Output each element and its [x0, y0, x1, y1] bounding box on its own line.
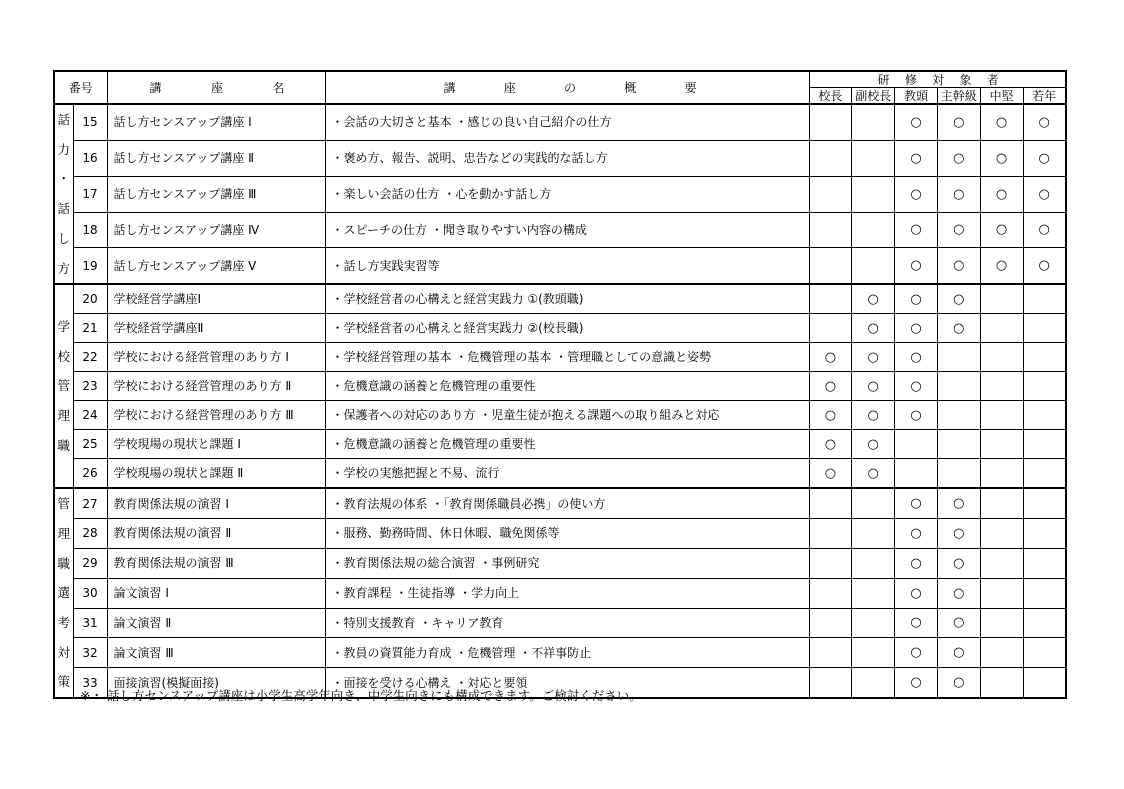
- category-char: 管: [57, 496, 70, 512]
- target-mark-principal: [809, 519, 852, 549]
- target-mark-vice-principal: ○: [852, 372, 895, 401]
- target-mark-mid-career: [980, 401, 1023, 430]
- course-summary: ・特別支援教育 ・キャリア教育: [325, 608, 809, 638]
- target-mark-young: [1023, 343, 1066, 372]
- target-mark-chief: ○: [937, 668, 980, 698]
- category-char: 話: [57, 201, 70, 217]
- course-number: 23: [73, 372, 107, 401]
- target-mark-principal: [809, 248, 852, 284]
- course-name: 学校経営学講座Ⅱ: [107, 314, 325, 343]
- target-mark-head-teacher: ○: [895, 488, 938, 518]
- course-name: 話し方センスアップ講座 Ⅲ: [107, 176, 325, 212]
- header-target-young: 若年: [1023, 88, 1066, 105]
- table-row: [54, 578, 1066, 608]
- target-mark-mid-career: ○: [980, 212, 1023, 248]
- header-row-top: [54, 71, 1066, 88]
- target-mark-mid-career: ○: [980, 104, 1023, 140]
- course-summary: ・教育法規の体系 ・「教育関係職員必携」の使い方: [325, 488, 809, 518]
- target-mark-young: ○: [1023, 176, 1066, 212]
- table-row: [54, 488, 1066, 518]
- category-char: 策: [57, 674, 70, 690]
- target-mark-head-teacher: [895, 430, 938, 459]
- target-mark-young: [1023, 401, 1066, 430]
- target-mark-head-teacher: [895, 459, 938, 489]
- target-mark-chief: ○: [937, 638, 980, 668]
- course-name: 論文演習 Ⅱ: [107, 608, 325, 638]
- category-char: 対: [57, 644, 70, 660]
- target-mark-chief: ○: [937, 488, 980, 518]
- course-number: 15: [73, 104, 107, 140]
- table-row: [54, 638, 1066, 668]
- course-summary: ・教員の資質能力育成 ・危機管理 ・不祥事防止: [325, 638, 809, 668]
- course-name: 学校における経営管理のあり方 Ⅱ: [107, 372, 325, 401]
- table-row: [54, 314, 1066, 343]
- target-mark-head-teacher: ○: [895, 668, 938, 698]
- course-number: 21: [73, 314, 107, 343]
- header-target-mid-career: 中堅: [980, 88, 1023, 105]
- target-mark-head-teacher: ○: [895, 372, 938, 401]
- target-mark-vice-principal: [852, 140, 895, 176]
- category-char: 考: [57, 615, 70, 631]
- target-mark-young: [1023, 430, 1066, 459]
- target-mark-head-teacher: ○: [895, 638, 938, 668]
- target-mark-vice-principal: [852, 548, 895, 578]
- target-mark-vice-principal: [852, 519, 895, 549]
- target-mark-chief: ○: [937, 578, 980, 608]
- target-mark-young: [1023, 314, 1066, 343]
- category-char: 選: [57, 585, 70, 601]
- course-summary: ・会話の大切さと基本 ・感じの良い自己紹介の仕方: [325, 104, 809, 140]
- target-mark-mid-career: [980, 488, 1023, 518]
- table-row: [54, 401, 1066, 430]
- target-mark-chief: ○: [937, 104, 980, 140]
- target-mark-young: [1023, 488, 1066, 518]
- table-row: [54, 430, 1066, 459]
- header-number: 番号: [54, 71, 107, 104]
- course-summary: ・面接を受ける心構え ・対応と要領: [325, 668, 809, 698]
- target-mark-principal: [809, 488, 852, 518]
- course-name: 話し方センスアップ講座 Ⅰ: [107, 104, 325, 140]
- target-mark-principal: ○: [809, 459, 852, 489]
- course-number: 16: [73, 140, 107, 176]
- target-mark-chief: ○: [937, 284, 980, 314]
- table-row: [54, 343, 1066, 372]
- target-mark-mid-career: ○: [980, 140, 1023, 176]
- target-mark-head-teacher: ○: [895, 248, 938, 284]
- course-summary: ・学校の実態把握と不易、流行: [325, 459, 809, 489]
- course-summary: ・話し方実践実習等: [325, 248, 809, 284]
- course-summary: ・危機意識の涵養と危機管理の重要性: [325, 372, 809, 401]
- course-name: 学校現場の現状と課題 Ⅱ: [107, 459, 325, 489]
- category-label: [54, 284, 73, 488]
- course-number: 19: [73, 248, 107, 284]
- course-number: 20: [73, 284, 107, 314]
- target-mark-chief: ○: [937, 248, 980, 284]
- target-mark-principal: [809, 548, 852, 578]
- target-mark-principal: [809, 314, 852, 343]
- course-number: 33: [73, 668, 107, 698]
- course-summary: ・スピーチの仕方 ・聞き取りやすい内容の構成: [325, 212, 809, 248]
- course-name: 教育関係法規の演習 Ⅰ: [107, 488, 325, 518]
- target-mark-young: [1023, 372, 1066, 401]
- header-target-head-teacher: 教頭: [895, 88, 938, 105]
- target-mark-young: [1023, 519, 1066, 549]
- target-mark-mid-career: [980, 608, 1023, 638]
- table-row: [54, 548, 1066, 578]
- course-number: 32: [73, 638, 107, 668]
- table-row: [54, 212, 1066, 248]
- category-label: [54, 488, 73, 698]
- target-mark-vice-principal: [852, 176, 895, 212]
- header-summary: 講 座 の 概 要: [325, 71, 809, 104]
- target-mark-mid-career: ○: [980, 176, 1023, 212]
- target-mark-young: [1023, 459, 1066, 489]
- target-mark-vice-principal: [852, 104, 895, 140]
- target-mark-head-teacher: ○: [895, 140, 938, 176]
- target-mark-principal: [809, 212, 852, 248]
- target-mark-principal: ○: [809, 401, 852, 430]
- header-target-title: 研 修 対 象 者: [809, 71, 1066, 88]
- target-mark-mid-career: [980, 314, 1023, 343]
- table-row: [54, 284, 1066, 314]
- course-summary: ・褒め方、報告、説明、忠告などの実践的な話し方: [325, 140, 809, 176]
- target-mark-vice-principal: ○: [852, 430, 895, 459]
- target-mark-chief: ○: [937, 548, 980, 578]
- course-name: 学校における経営管理のあり方 Ⅲ: [107, 401, 325, 430]
- target-mark-young: ○: [1023, 212, 1066, 248]
- course-name: 教育関係法規の演習 Ⅱ: [107, 519, 325, 549]
- category-char: 理: [57, 408, 70, 424]
- course-summary: ・学校経営管理の基本 ・危機管理の基本 ・管理職としての意識と姿勢: [325, 343, 809, 372]
- category-char: 職: [57, 555, 70, 571]
- target-mark-mid-career: [980, 548, 1023, 578]
- course-number: 25: [73, 430, 107, 459]
- target-mark-mid-career: [980, 578, 1023, 608]
- target-mark-principal: [809, 668, 852, 698]
- course-table: [53, 70, 1067, 699]
- table-row: [54, 519, 1066, 549]
- course-number: 22: [73, 343, 107, 372]
- target-mark-chief: [937, 401, 980, 430]
- target-mark-chief: [937, 459, 980, 489]
- course-summary: ・保護者への対応のあり方 ・児童生徒が抱える課題への取り組みと対応: [325, 401, 809, 430]
- target-mark-mid-career: [980, 459, 1023, 489]
- category-char: 力: [57, 141, 70, 157]
- target-mark-vice-principal: ○: [852, 314, 895, 343]
- target-mark-principal: ○: [809, 430, 852, 459]
- target-mark-head-teacher: ○: [895, 519, 938, 549]
- target-mark-head-teacher: ○: [895, 401, 938, 430]
- category-char: 理: [57, 525, 70, 541]
- course-number: 27: [73, 488, 107, 518]
- course-summary: ・学校経営者の心構えと経営実践力 ①(教頭職): [325, 284, 809, 314]
- table-row: [54, 608, 1066, 638]
- target-mark-vice-principal: [852, 248, 895, 284]
- target-mark-mid-career: ○: [980, 248, 1023, 284]
- target-mark-chief: [937, 430, 980, 459]
- course-name: 学校における経営管理のあり方 Ⅰ: [107, 343, 325, 372]
- target-mark-vice-principal: [852, 578, 895, 608]
- target-mark-principal: ○: [809, 372, 852, 401]
- course-name: 話し方センスアップ講座 Ⅱ: [107, 140, 325, 176]
- target-mark-chief: [937, 343, 980, 372]
- target-mark-young: [1023, 578, 1066, 608]
- table-row: [54, 176, 1066, 212]
- target-mark-principal: [809, 608, 852, 638]
- course-table-sheet: [53, 70, 1065, 699]
- target-mark-mid-career: [980, 668, 1023, 698]
- target-mark-head-teacher: ○: [895, 176, 938, 212]
- target-mark-young: [1023, 638, 1066, 668]
- course-number: 29: [73, 548, 107, 578]
- course-number: 18: [73, 212, 107, 248]
- category-char: 学: [57, 318, 70, 334]
- header-target-principal: 校長: [809, 88, 852, 105]
- target-mark-principal: [809, 284, 852, 314]
- target-mark-principal: [809, 176, 852, 212]
- category-char: し: [57, 230, 70, 246]
- category-char: ・: [57, 171, 70, 187]
- course-name: 論文演習 Ⅲ: [107, 638, 325, 668]
- table-body: [54, 104, 1066, 698]
- target-mark-chief: ○: [937, 140, 980, 176]
- target-mark-chief: ○: [937, 176, 980, 212]
- target-mark-vice-principal: [852, 638, 895, 668]
- course-name: 教育関係法規の演習 Ⅲ: [107, 548, 325, 578]
- target-mark-young: [1023, 608, 1066, 638]
- course-summary: ・教育関係法規の総合演習 ・事例研究: [325, 548, 809, 578]
- course-summary: ・危機意識の涵養と危機管理の重要性: [325, 430, 809, 459]
- table-row: [54, 459, 1066, 489]
- course-name: 面接演習(模擬面接): [107, 668, 325, 698]
- target-mark-young: ○: [1023, 248, 1066, 284]
- target-mark-head-teacher: ○: [895, 212, 938, 248]
- target-mark-young: ○: [1023, 104, 1066, 140]
- target-mark-young: [1023, 284, 1066, 314]
- target-mark-head-teacher: ○: [895, 548, 938, 578]
- target-mark-chief: ○: [937, 519, 980, 549]
- target-mark-mid-career: [980, 430, 1023, 459]
- table-row: [54, 140, 1066, 176]
- target-mark-young: ○: [1023, 140, 1066, 176]
- target-mark-chief: ○: [937, 608, 980, 638]
- target-mark-head-teacher: ○: [895, 578, 938, 608]
- course-summary: ・楽しい会話の仕方 ・心を動かす話し方: [325, 176, 809, 212]
- course-name: 論文演習 Ⅰ: [107, 578, 325, 608]
- target-mark-mid-career: [980, 519, 1023, 549]
- header-target-vice-principal: 副校長: [852, 88, 895, 105]
- course-number: 28: [73, 519, 107, 549]
- header-target-chief: 主幹級: [937, 88, 980, 105]
- course-number: 26: [73, 459, 107, 489]
- category-label: [54, 104, 73, 284]
- target-mark-head-teacher: ○: [895, 314, 938, 343]
- target-mark-mid-career: [980, 343, 1023, 372]
- category-char: 管: [57, 378, 70, 394]
- target-mark-young: [1023, 668, 1066, 698]
- course-summary: ・教育課程 ・生徒指導 ・学力向上: [325, 578, 809, 608]
- target-mark-mid-career: [980, 372, 1023, 401]
- target-mark-head-teacher: ○: [895, 608, 938, 638]
- target-mark-principal: ○: [809, 343, 852, 372]
- target-mark-chief: ○: [937, 212, 980, 248]
- footnote: ※・ 話し方センスアップ講座は小学生高学年向き、中学生向きにも構成できます。ご検討ください。: [80, 688, 642, 703]
- table-row: [54, 248, 1066, 284]
- target-mark-chief: [937, 372, 980, 401]
- course-number: 17: [73, 176, 107, 212]
- course-summary: ・学校経営者の心構えと経営実践力 ②(校長職): [325, 314, 809, 343]
- course-name: 学校現場の現状と課題 Ⅰ: [107, 430, 325, 459]
- course-number: 31: [73, 608, 107, 638]
- course-number: 24: [73, 401, 107, 430]
- target-mark-young: [1023, 548, 1066, 578]
- course-number: 30: [73, 578, 107, 608]
- table-row: [54, 372, 1066, 401]
- target-mark-vice-principal: [852, 608, 895, 638]
- category-char: 職: [57, 437, 70, 453]
- target-mark-vice-principal: ○: [852, 459, 895, 489]
- target-mark-head-teacher: ○: [895, 104, 938, 140]
- course-name: 話し方センスアップ講座 Ⅴ: [107, 248, 325, 284]
- target-mark-head-teacher: ○: [895, 343, 938, 372]
- course-name: 話し方センスアップ講座 Ⅳ: [107, 212, 325, 248]
- course-name: 学校経営学講座Ⅰ: [107, 284, 325, 314]
- course-summary: ・服務、勤務時間、休日休暇、職免関係等: [325, 519, 809, 549]
- target-mark-vice-principal: ○: [852, 343, 895, 372]
- target-mark-mid-career: [980, 638, 1023, 668]
- target-mark-vice-principal: [852, 212, 895, 248]
- category-char: 話: [57, 112, 70, 127]
- target-mark-vice-principal: ○: [852, 284, 895, 314]
- target-mark-vice-principal: [852, 488, 895, 518]
- category-char: 校: [57, 348, 70, 364]
- target-mark-principal: [809, 578, 852, 608]
- category-char: 方: [57, 260, 70, 276]
- target-mark-head-teacher: ○: [895, 284, 938, 314]
- target-mark-principal: [809, 638, 852, 668]
- target-mark-principal: [809, 140, 852, 176]
- header-course-name: 講 座 名: [107, 71, 325, 104]
- table-row: [54, 104, 1066, 140]
- target-mark-vice-principal: ○: [852, 401, 895, 430]
- target-mark-vice-principal: [852, 668, 895, 698]
- target-mark-chief: ○: [937, 314, 980, 343]
- target-mark-mid-career: [980, 284, 1023, 314]
- target-mark-principal: [809, 104, 852, 140]
